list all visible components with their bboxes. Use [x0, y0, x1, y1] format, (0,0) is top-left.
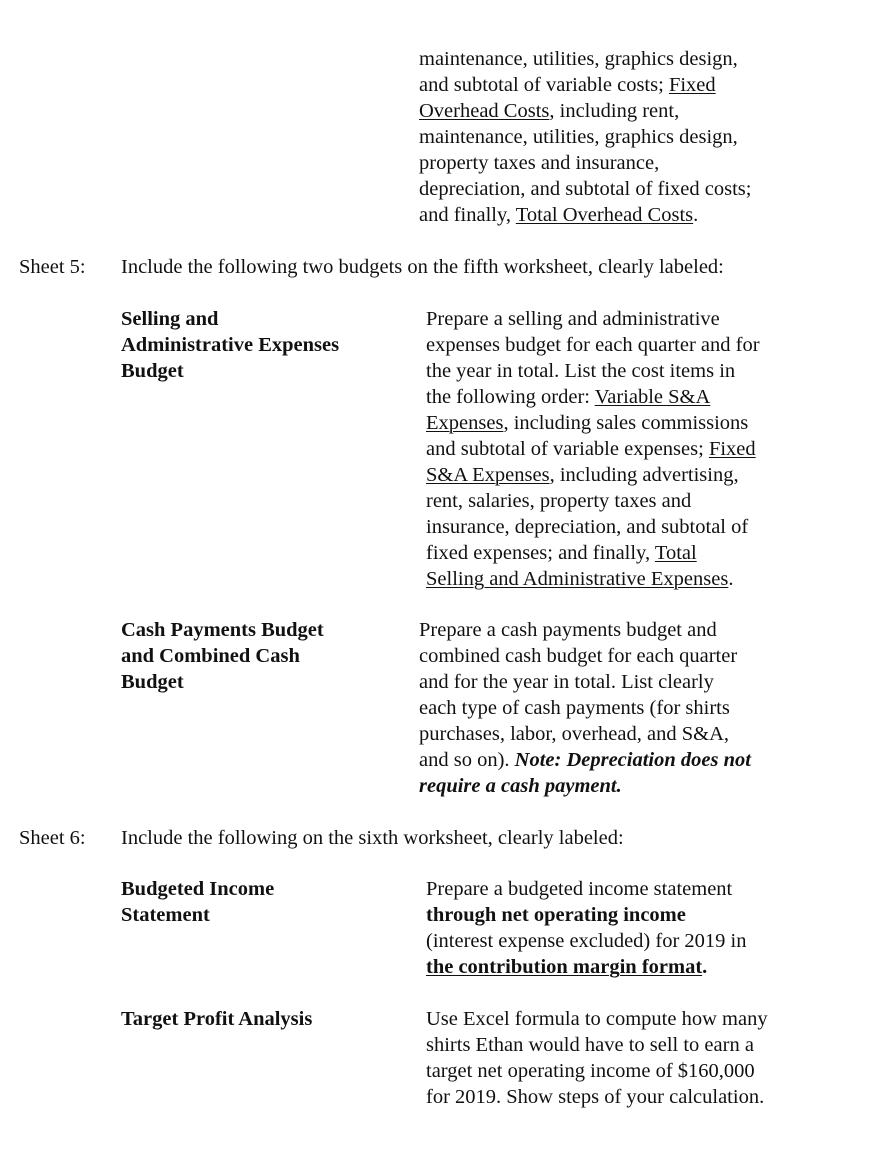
cash-budget-title: Cash Payments Budget and Combined Cash Budget [121, 619, 324, 693]
fixed-overhead-heading: Overhead Costs [419, 100, 550, 122]
variable-sa-heading: Expenses [426, 412, 504, 434]
text-line: maintenance, utilities, graphics design, [419, 126, 738, 148]
net-operating-income-emphasis: through net operating income [426, 904, 686, 926]
variable-sa-heading: Variable S&A [594, 386, 711, 408]
fixed-sa-heading: S&A Expenses [426, 464, 550, 486]
sa-budget-title: Selling and Administrative Expenses Budget [121, 308, 340, 382]
sheet5-intro: Include the following two budgets on the fifth worksheet, clearly labeled: [121, 256, 724, 278]
text-line: and finally, Total Overhead Costs. [419, 204, 699, 226]
text-line: and subtotal of variable costs; Fixed [419, 74, 716, 96]
text-line: maintenance, utilities, graphics design, [419, 48, 738, 70]
sa-budget-description: Prepare a selling and administrative expenses budget for each quarter and for the year in total. List the cost items in the following order: Variable S&A Expenses, including sales commissions and subtotal of variable expenses; Fixed S&A Expenses, including advertising, rent, salaries, property taxes and insurance, depreciation, and subtotal of fixed expenses; and finally, Total Selling and Administrative Expenses. [426, 308, 760, 590]
contribution-margin-format: the contribution margin format [426, 956, 703, 978]
fixed-sa-heading: Fixed [708, 438, 756, 460]
depreciation-note: Note: Depreciation does not [514, 749, 751, 771]
overhead-continuation-text [419, 46, 751, 228]
text-line: Overhead Costs, including rent, [419, 100, 680, 122]
text-line: depreciation, and subtotal of fixed costs; [419, 178, 752, 200]
target-profit-title: Target Profit Analysis [121, 1008, 313, 1030]
sheet6-intro: Include the following on the sixth worksheet, clearly labeled: [121, 827, 624, 849]
total-sa-heading: Selling and Administrative Expenses [426, 568, 729, 590]
text-line: property taxes and insurance, [419, 152, 660, 174]
total-sa-heading: Total [654, 542, 697, 564]
sheet5-label: Sheet 5: [19, 256, 86, 278]
cash-budget-description: Prepare a cash payments budget and combined cash budget for each quarter and for the year in total. List clearly each type of cash payments (for shirts purchases, labor, overhead, and S&A, and so on). Note: Depreciation does not require a cash payment. [419, 619, 751, 797]
income-statement-description: Prepare a budgeted income statement through net operating income (interest expense excluded) for 2019 in the contribution margin format. [426, 878, 747, 978]
total-overhead-heading: Total Overhead Costs [515, 204, 694, 226]
fixed-overhead-heading: Fixed [668, 74, 716, 96]
depreciation-note: require a cash payment. [419, 775, 622, 797]
sheet6-label: Sheet 6: [19, 827, 86, 849]
income-statement-title: Budgeted Income Statement [121, 878, 275, 926]
target-profit-description: Use Excel formula to compute how many shirts Ethan would have to sell to earn a target net operating income of $160,000 for 2019. Show steps of your calculation. [426, 1008, 768, 1108]
